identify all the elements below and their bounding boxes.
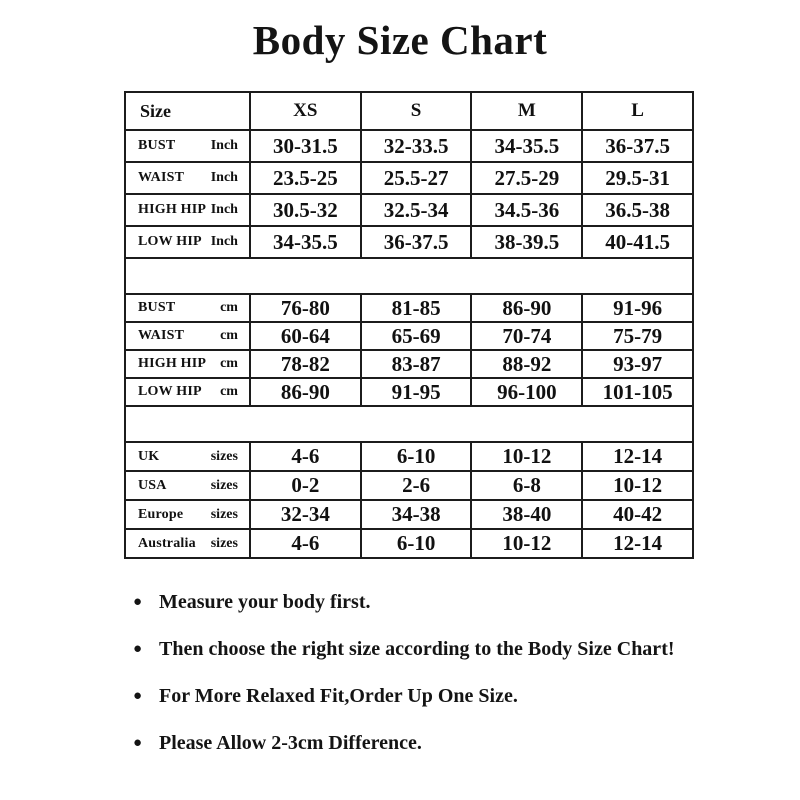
value-cell: 36.5-38	[582, 194, 693, 226]
unit-label: Inch	[210, 170, 238, 185]
value-cell: 101-105	[582, 378, 693, 406]
value-cell: 78-82	[250, 350, 361, 378]
row-label-cell	[126, 356, 249, 372]
value-cell: 12-14	[582, 529, 693, 558]
unit-label: Inch	[210, 202, 238, 217]
value-cell: 10-12	[471, 529, 582, 558]
section-spacer-row	[125, 258, 693, 294]
table-header-row	[125, 92, 693, 130]
measure-label: BUST	[138, 300, 176, 315]
bullet-icon: ●	[133, 641, 143, 657]
note-text: Please Allow 2-3cm Difference.	[159, 732, 422, 754]
unit-label: sizes	[210, 535, 238, 551]
value-cell: 25.5-27	[361, 162, 472, 194]
note-text: Measure your body first.	[159, 591, 371, 613]
value-cell: 65-69	[361, 322, 472, 350]
row-label-cell	[126, 138, 249, 154]
header-size-xs: XS	[250, 92, 361, 130]
header-size-s: S	[361, 92, 472, 130]
unit-label: cm	[220, 328, 238, 343]
value-cell: 86-90	[471, 294, 582, 322]
table-row-europe-sizes	[125, 500, 693, 529]
value-cell: 6-10	[361, 529, 472, 558]
value-cell: 88-92	[471, 350, 582, 378]
table-row-usa-sizes	[125, 471, 693, 500]
bullet-icon: ●	[133, 594, 143, 610]
header-size-label: Size	[125, 92, 250, 130]
list-item	[133, 634, 699, 664]
row-label-cell	[126, 300, 249, 316]
table-row-australia-sizes	[125, 529, 693, 558]
table-row-waist-cm	[125, 322, 693, 350]
value-cell: 6-10	[361, 442, 472, 471]
region-label: Australia	[138, 535, 196, 551]
value-cell: 32-34	[250, 500, 361, 529]
value-cell: 10-12	[582, 471, 693, 500]
unit-label: sizes	[210, 506, 238, 522]
value-cell: 86-90	[250, 378, 361, 406]
measure-label: LOW HIP	[138, 234, 202, 249]
table-row-highhip-inch	[125, 194, 693, 226]
value-cell: 70-74	[471, 322, 582, 350]
page-title: Body Size Chart	[252, 17, 548, 63]
region-label: USA	[138, 477, 167, 493]
row-label-cell	[126, 170, 249, 186]
note-text: Then choose the right size according to the Body Size Chart!	[159, 638, 675, 660]
value-cell: 32-33.5	[361, 130, 472, 162]
value-cell: 30.5-32	[250, 194, 361, 226]
table-row-bust-cm	[125, 294, 693, 322]
region-label: UK	[138, 448, 160, 464]
value-cell: 91-95	[361, 378, 472, 406]
value-cell: 12-14	[582, 442, 693, 471]
unit-label: cm	[220, 300, 238, 315]
unit-label: Inch	[210, 234, 238, 249]
value-cell: 27.5-29	[471, 162, 582, 194]
value-cell: 93-97	[582, 350, 693, 378]
header-size-m: M	[471, 92, 582, 130]
value-cell: 10-12	[471, 442, 582, 471]
measure-label: HIGH HIP	[138, 202, 207, 217]
value-cell: 83-87	[361, 350, 472, 378]
measure-label: HIGH HIP	[138, 356, 207, 371]
measure-label: BUST	[138, 138, 176, 153]
list-item	[133, 728, 699, 758]
value-cell: 34-35.5	[471, 130, 582, 162]
row-label-cell	[126, 478, 249, 494]
row-label-cell	[126, 449, 249, 465]
value-cell: 40-41.5	[582, 226, 693, 258]
row-label-cell	[126, 202, 249, 218]
header-size-l: L	[582, 92, 693, 130]
table-row-waist-inch	[125, 162, 693, 194]
value-cell: 34-35.5	[250, 226, 361, 258]
value-cell: 32.5-34	[361, 194, 472, 226]
table-row-lowhip-inch	[125, 226, 693, 258]
value-cell: 30-31.5	[250, 130, 361, 162]
unit-label: sizes	[210, 448, 238, 464]
measure-label: WAIST	[138, 170, 185, 185]
value-cell: 36-37.5	[361, 226, 472, 258]
notes-list	[133, 587, 699, 758]
bullet-icon: ●	[133, 735, 143, 751]
value-cell: 0-2	[250, 471, 361, 500]
row-label-cell	[126, 507, 249, 523]
note-text: For More Relaxed Fit,Order Up One Size.	[159, 685, 518, 707]
table-row-bust-inch	[125, 130, 693, 162]
unit-label: cm	[220, 356, 238, 371]
value-cell: 38-40	[471, 500, 582, 529]
size-chart-table	[124, 91, 694, 559]
bullet-icon: ●	[133, 688, 143, 704]
row-label-cell	[126, 384, 249, 400]
value-cell: 4-6	[250, 529, 361, 558]
value-cell: 96-100	[471, 378, 582, 406]
value-cell: 36-37.5	[582, 130, 693, 162]
value-cell: 2-6	[361, 471, 472, 500]
table-row-uk-sizes	[125, 442, 693, 471]
unit-label: Inch	[210, 138, 238, 153]
table-row-highhip-cm	[125, 350, 693, 378]
value-cell: 75-79	[582, 322, 693, 350]
row-label-cell	[126, 328, 249, 344]
value-cell: 4-6	[250, 442, 361, 471]
value-cell: 91-96	[582, 294, 693, 322]
value-cell: 81-85	[361, 294, 472, 322]
value-cell: 34-38	[361, 500, 472, 529]
value-cell: 40-42	[582, 500, 693, 529]
list-item	[133, 681, 699, 711]
list-item	[133, 587, 699, 617]
row-label-cell	[126, 536, 249, 552]
value-cell: 23.5-25	[250, 162, 361, 194]
measure-label: LOW HIP	[138, 384, 202, 399]
measure-label: WAIST	[138, 328, 185, 343]
value-cell: 38-39.5	[471, 226, 582, 258]
value-cell: 34.5-36	[471, 194, 582, 226]
value-cell: 76-80	[250, 294, 361, 322]
section-spacer-row	[125, 406, 693, 442]
value-cell: 6-8	[471, 471, 582, 500]
row-label-cell	[126, 234, 249, 250]
unit-label: cm	[220, 384, 238, 399]
table-row-lowhip-cm	[125, 378, 693, 406]
region-label: Europe	[138, 506, 184, 522]
value-cell: 60-64	[250, 322, 361, 350]
unit-label: sizes	[210, 477, 238, 493]
value-cell: 29.5-31	[582, 162, 693, 194]
